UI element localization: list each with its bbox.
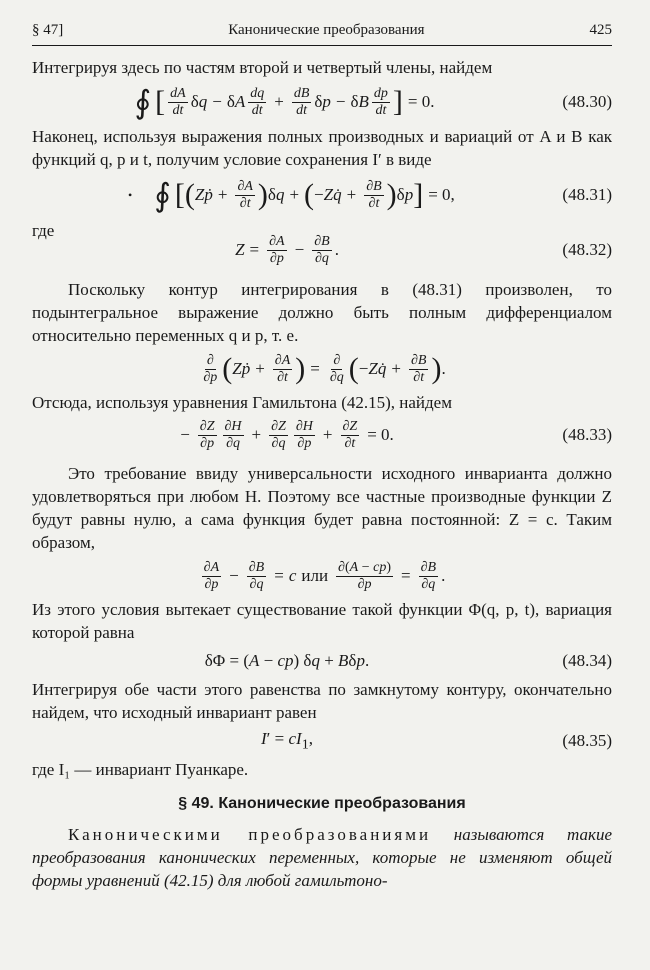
equation-48-31: • ∮ [ ( Zṗ + $\frac{\partial A}{\partial t}$ ) δq + ( −Zq̇ + $\frac{\partial B}{\partial t}$ ) δp ] = 0, (48.31) [32, 171, 612, 219]
equation-48-35 [32, 724, 612, 758]
paragraph-5: Отсюда, используя уравнения Гамильтона (42.15), найдем [32, 393, 452, 412]
equation-48-30 [32, 79, 612, 125]
equation-48-33-body: − $\frac{\partial Z}{\partial p}$ $\frac{\partial H}{\partial q}$ + $\frac{\partial Z}{\partial q}$ $\frac{\partial H}{\partial p}$ + $\frac{\partial Z}{\partial t}$ = 0. [180, 418, 394, 451]
equation-number-48-32: (48.32) [562, 240, 612, 259]
definition-text: называются такие преобразования канонических переменных, которые не изменяют общей формы уравнений (42.15) для любой гамильтоно- [32, 825, 612, 890]
paragraph-7: Из этого условия вытекает существование такой функции Φ(q, p, t), вариация которой равна [32, 600, 612, 642]
paragraph-8: Интегрируя обе части этого равенства по замкнутому контуру, окончательно найдем, что исходный инвариант равен [32, 680, 612, 722]
header-title: Канонические преобразования [228, 22, 425, 38]
paragraph-9: где I₁ — инвариант Пуанкаре. [32, 760, 249, 779]
paragraph-6: Это требование ввиду универсальности исходного инварианта должно удовлетворяться при любом H. Поэтому все частные производные функции Z будут равны нулю, а сама функция будет равна постоянной: Z = c. Таким образом, [32, 464, 612, 552]
equation-number-48-31: (48.31) [562, 185, 612, 204]
equation-48-32-body: Z = $\frac{\partial A}{\partial p}$ − $\frac{\partial B}{\partial q}$ . [235, 233, 339, 266]
equation-constant-c [32, 554, 612, 598]
paragraph-4: Поскольку контур интегрирования в (48.31) произволен, то подынтегральное выражение должно быть полным дифференциалом относительно переменных q и p, т. е. [32, 280, 612, 345]
equation-48-34 [32, 644, 612, 678]
equation-48-31-body: ∮ [ ( Zṗ + $\frac{\partial A}{\partial t}$ ) δq + ( −Zq̇ + $\frac{\partial B}{\partial t}$ ) δp ] = 0, [154, 177, 455, 213]
paragraph-2: Наконец, используя выражения полных производных и вариаций от A и B как функций q, p и t, получим условие сохранения I′ в виде [32, 127, 612, 169]
equation-number-48-30: (48.30) [562, 92, 612, 111]
running-header [32, 22, 612, 46]
page-number: 425 [589, 22, 612, 38]
equation-48-33 [32, 414, 612, 456]
equation-48-32 [32, 232, 612, 268]
equation-mixed-partials [32, 347, 612, 391]
section-heading: § 49. Канонические преобразования [178, 795, 466, 812]
equation-number-48-35: (48.35) [562, 731, 612, 750]
paragraph-10 [32, 823, 612, 892]
equation-number-48-34: (48.34) [562, 651, 612, 670]
equation-mixed-partials-body: $\frac{\partial}{\partial p}$ ( Zṗ + $\frac{\partial A}{\partial t}$ ) = $\frac{\partial}{\partial q}$ ( −Zq̇ + $\frac{\partial B}{\partial t}$ ) . [203, 352, 446, 385]
paragraph-1: Интегрируя здесь по частям второй и четвертый члены, найдем [32, 58, 493, 77]
equation-48-30-body: ∮ [ $\frac{dA}{dt}$ δq − δA $\frac{dq}{dt}$ + $\frac{dB}{dt}$ δp − δB $\frac{dp}{dt}$ ] = 0. [134, 84, 435, 120]
equation-48-34-body: δΦ = (A − cp) δq + Bδp. [204, 651, 370, 670]
equation-48-35-body: $I' = cI_1$, [260, 728, 314, 753]
term-canonical-transformations: Каноническими преобразованиями [68, 825, 432, 844]
equation-constant-c-body: $\frac{\partial A}{\partial p}$ − $\frac{\partial B}{\partial q}$ = c или $\frac{\partial(A - cp)}{\partial p}$ = $\frac{\partial B}{\partial q}$ . [203, 559, 446, 592]
paragraph-3: где [32, 221, 55, 240]
header-section: § 47] [32, 22, 64, 38]
equation-number-48-33: (48.33) [562, 425, 612, 444]
